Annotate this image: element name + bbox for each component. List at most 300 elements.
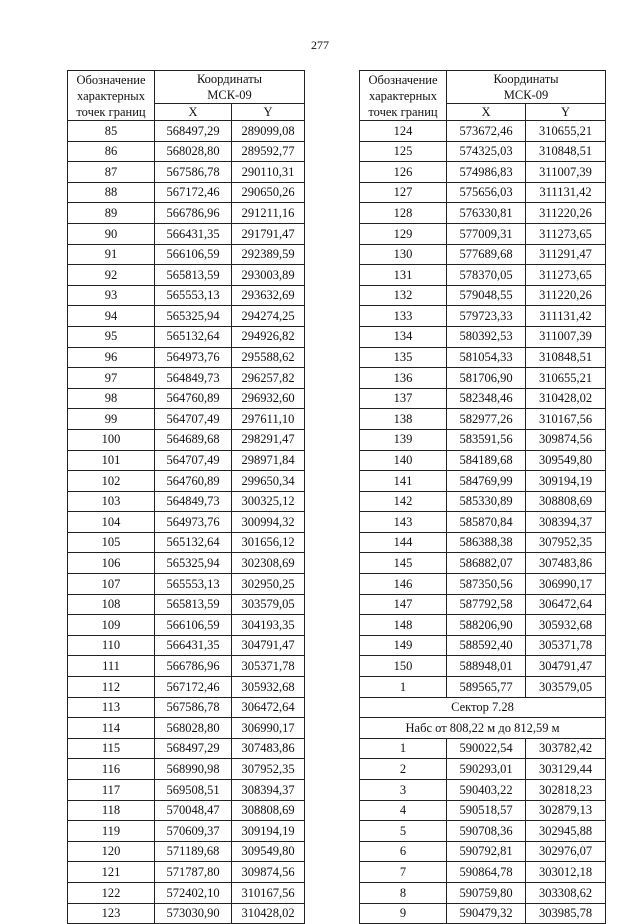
x-coordinate-cell: 571787,80: [155, 862, 232, 883]
point-number-cell: 135: [360, 347, 447, 368]
table-row: [68, 429, 305, 450]
table-row: [68, 326, 305, 347]
x-coordinate-cell: 588206,90: [447, 615, 526, 636]
point-number-cell: 106: [68, 553, 155, 574]
y-coordinate-cell: 310848,51: [526, 141, 606, 162]
table-row: [68, 368, 305, 389]
table-row: [360, 471, 606, 492]
table-row: [360, 656, 606, 677]
table-row: [68, 141, 305, 162]
table-row: [68, 265, 305, 286]
table-row: [68, 882, 305, 903]
point-number-cell: 144: [360, 532, 447, 553]
y-coordinate-cell: 298291,47: [232, 429, 305, 450]
y-coordinate-cell: 310428,02: [526, 388, 606, 409]
table-row: [360, 553, 606, 574]
point-number-cell: 108: [68, 594, 155, 615]
table-row: [360, 800, 606, 821]
point-number-cell: 134: [360, 326, 447, 347]
point-number-cell: 118: [68, 800, 155, 821]
y-coordinate-cell: 310428,02: [232, 903, 305, 924]
table-row: [360, 306, 606, 327]
point-number-cell: 117: [68, 780, 155, 801]
x-coordinate-cell: 567586,78: [155, 697, 232, 718]
point-number-cell: 92: [68, 265, 155, 286]
table-row: [68, 594, 305, 615]
y-coordinate-cell: 311273,65: [526, 223, 606, 244]
x-coordinate-cell: 590479,32: [447, 903, 526, 924]
points-label-header: [360, 71, 447, 121]
y-coordinate-cell: 308808,69: [526, 491, 606, 512]
x-coordinate-cell: 572402,10: [155, 882, 232, 903]
point-number-cell: 148: [360, 615, 447, 636]
table-row: [68, 347, 305, 368]
point-number-cell: 96: [68, 347, 155, 368]
x-coordinate-cell: 585330,89: [447, 491, 526, 512]
point-number-cell: 141: [360, 471, 447, 492]
y-coordinate-cell: 302818,23: [526, 780, 606, 801]
y-coordinate-cell: 307483,86: [232, 738, 305, 759]
table-row: [360, 162, 606, 183]
y-coordinate-cell: 307952,35: [232, 759, 305, 780]
point-number-cell: 113: [68, 697, 155, 718]
x-coordinate-cell: 582348,46: [447, 388, 526, 409]
table-row: [360, 244, 606, 265]
y-coordinate-cell: 302308,69: [232, 553, 305, 574]
header-label-line: Обозначение: [368, 72, 438, 87]
point-number-cell: 4: [360, 800, 447, 821]
x-column-header: X: [155, 104, 232, 121]
x-coordinate-cell: 585870,84: [447, 512, 526, 533]
x-coordinate-cell: 578370,05: [447, 265, 526, 286]
x-coordinate-cell: 590708,36: [447, 821, 526, 842]
y-coordinate-cell: 309194,19: [232, 821, 305, 842]
x-coordinate-cell: 588948,01: [447, 656, 526, 677]
table-row: [68, 223, 305, 244]
y-coordinate-cell: 300994,32: [232, 512, 305, 533]
y-coordinate-cell: 303782,42: [526, 738, 606, 759]
table-row: [68, 738, 305, 759]
x-coordinate-cell: 580392,53: [447, 326, 526, 347]
point-number-cell: 126: [360, 162, 447, 183]
table-row: [68, 635, 305, 656]
table-row: [360, 615, 606, 636]
x-coordinate-cell: 586388,38: [447, 532, 526, 553]
point-number-cell: 147: [360, 594, 447, 615]
y-coordinate-cell: 311220,26: [526, 203, 606, 224]
x-coordinate-cell: 566786,96: [155, 656, 232, 677]
table-row: [68, 285, 305, 306]
y-coordinate-cell: 289592,77: [232, 141, 305, 162]
y-coordinate-cell: 293632,69: [232, 285, 305, 306]
point-number-cell: 85: [68, 121, 155, 142]
table-row: [68, 553, 305, 574]
x-coordinate-cell: 584189,68: [447, 450, 526, 471]
y-coordinate-cell: 311291,47: [526, 244, 606, 265]
point-number-cell: 119: [68, 821, 155, 842]
point-number-cell: 107: [68, 574, 155, 595]
point-number-cell: 125: [360, 141, 447, 162]
y-coordinate-cell: 291791,47: [232, 223, 305, 244]
y-coordinate-cell: 300325,12: [232, 491, 305, 512]
table-row: [68, 841, 305, 862]
point-number-cell: 142: [360, 491, 447, 512]
points-label-header: [68, 71, 155, 121]
point-number-cell: 97: [68, 368, 155, 389]
point-number-cell: 150: [360, 656, 447, 677]
x-coordinate-cell: 568028,80: [155, 718, 232, 739]
table-row: [360, 574, 606, 595]
point-number-cell: 88: [68, 182, 155, 203]
table-row: [68, 759, 305, 780]
table-row: [360, 326, 606, 347]
table-row: [68, 512, 305, 533]
y-coordinate-cell: 310167,56: [232, 882, 305, 903]
point-number-cell: 129: [360, 223, 447, 244]
y-coordinate-cell: 295588,62: [232, 347, 305, 368]
header-label-line: точек границ: [368, 104, 438, 119]
x-coordinate-cell: 575656,03: [447, 182, 526, 203]
table-row: [360, 903, 606, 924]
coordinates-header: [447, 71, 606, 104]
x-coordinate-cell: 590792,81: [447, 841, 526, 862]
y-coordinate-cell: 306472,64: [526, 594, 606, 615]
coordinates-header: [155, 71, 305, 104]
point-number-cell: 2: [360, 759, 447, 780]
y-coordinate-cell: 302879,13: [526, 800, 606, 821]
y-coordinate-cell: 309874,56: [232, 862, 305, 883]
point-number-cell: 130: [360, 244, 447, 265]
x-coordinate-cell: 579723,33: [447, 306, 526, 327]
header-label-line: характерных: [369, 88, 437, 103]
point-number-cell: 5: [360, 821, 447, 842]
table-row: [360, 594, 606, 615]
y-coordinate-cell: 305932,68: [232, 677, 305, 698]
x-coordinate-cell: 588592,40: [447, 635, 526, 656]
point-number-cell: 123: [68, 903, 155, 924]
y-coordinate-cell: 307952,35: [526, 532, 606, 553]
x-coordinate-cell: 568990,98: [155, 759, 232, 780]
point-number-cell: 101: [68, 450, 155, 471]
table-row: [68, 574, 305, 595]
point-number-cell: 128: [360, 203, 447, 224]
point-number-cell: 7: [360, 862, 447, 883]
table-row: [360, 780, 606, 801]
x-coordinate-cell: 573030,90: [155, 903, 232, 924]
point-number-cell: 114: [68, 718, 155, 739]
table-row: [360, 203, 606, 224]
table-row: [68, 800, 305, 821]
y-coordinate-cell: 304791,47: [526, 656, 606, 677]
point-number-cell: 136: [360, 368, 447, 389]
point-number-cell: 122: [68, 882, 155, 903]
y-coordinate-cell: 309549,80: [526, 450, 606, 471]
point-number-cell: 109: [68, 615, 155, 636]
point-number-cell: 112: [68, 677, 155, 698]
point-number-cell: 87: [68, 162, 155, 183]
table-row: [68, 203, 305, 224]
x-coordinate-cell: 564973,76: [155, 512, 232, 533]
table-row: [360, 347, 606, 368]
point-number-cell: 102: [68, 471, 155, 492]
x-coordinate-cell: 566431,35: [155, 635, 232, 656]
y-coordinate-cell: 310655,21: [526, 368, 606, 389]
point-number-cell: 110: [68, 635, 155, 656]
table-row: [360, 677, 606, 698]
header-coord-line: МСК-09: [503, 88, 549, 102]
table-row: [360, 491, 606, 512]
y-coordinate-cell: 309874,56: [526, 429, 606, 450]
sector-title: Сектор 7.28: [360, 697, 606, 718]
point-number-cell: 116: [68, 759, 155, 780]
table-row: [68, 656, 305, 677]
y-coordinate-cell: 296257,82: [232, 368, 305, 389]
y-coordinate-cell: 291211,16: [232, 203, 305, 224]
x-coordinate-cell: 565325,94: [155, 306, 232, 327]
table-row: [360, 223, 606, 244]
x-coordinate-cell: 590293,01: [447, 759, 526, 780]
x-coordinate-cell: 566431,35: [155, 223, 232, 244]
y-coordinate-cell: 289099,08: [232, 121, 305, 142]
y-coordinate-cell: 303985,78: [526, 903, 606, 924]
y-column-header: Y: [526, 104, 606, 121]
point-number-cell: 145: [360, 553, 447, 574]
y-coordinate-cell: 311007,39: [526, 162, 606, 183]
x-coordinate-cell: 577689,68: [447, 244, 526, 265]
x-coordinate-cell: 571189,68: [155, 841, 232, 862]
point-number-cell: 90: [68, 223, 155, 244]
point-number-cell: 138: [360, 409, 447, 430]
point-number-cell: 131: [360, 265, 447, 286]
x-coordinate-cell: 579048,55: [447, 285, 526, 306]
y-coordinate-cell: 302976,07: [526, 841, 606, 862]
point-number-cell: 111: [68, 656, 155, 677]
table-row: [360, 182, 606, 203]
point-number-cell: 1: [360, 677, 447, 698]
point-number-cell: 1: [360, 738, 447, 759]
table-row: [360, 738, 606, 759]
y-coordinate-cell: 296932,60: [232, 388, 305, 409]
point-number-cell: 3: [360, 780, 447, 801]
x-coordinate-cell: 567172,46: [155, 182, 232, 203]
y-coordinate-cell: 305371,78: [526, 635, 606, 656]
y-coordinate-cell: 290110,31: [232, 162, 305, 183]
point-number-cell: 143: [360, 512, 447, 533]
y-coordinate-cell: 302950,25: [232, 574, 305, 595]
table-row: [68, 388, 305, 409]
sector-range-row: [360, 718, 606, 739]
point-number-cell: 105: [68, 532, 155, 553]
y-coordinate-cell: 311131,42: [526, 182, 606, 203]
table-row: [68, 491, 305, 512]
table-row: [68, 409, 305, 430]
x-coordinate-cell: 565132,64: [155, 326, 232, 347]
y-coordinate-cell: 304193,35: [232, 615, 305, 636]
table-row: [360, 388, 606, 409]
x-coordinate-cell: 590403,22: [447, 780, 526, 801]
x-coordinate-cell: 582977,26: [447, 409, 526, 430]
y-coordinate-cell: 294926,82: [232, 326, 305, 347]
header-label-line: Обозначение: [76, 72, 146, 87]
table-row: [360, 841, 606, 862]
y-coordinate-cell: 311220,26: [526, 285, 606, 306]
x-coordinate-cell: 583591,56: [447, 429, 526, 450]
x-coordinate-cell: 581054,33: [447, 347, 526, 368]
point-number-cell: 149: [360, 635, 447, 656]
table-row: [360, 882, 606, 903]
point-number-cell: 127: [360, 182, 447, 203]
point-number-cell: 146: [360, 574, 447, 595]
table-row: [68, 471, 305, 492]
x-coordinate-cell: 565325,94: [155, 553, 232, 574]
y-coordinate-cell: 294274,25: [232, 306, 305, 327]
x-coordinate-cell: 568497,29: [155, 738, 232, 759]
point-number-cell: 99: [68, 409, 155, 430]
coordinates-table-left: [67, 70, 305, 924]
point-number-cell: 137: [360, 388, 447, 409]
sector-range: Набс от 808,22 м до 812,59 м: [360, 718, 606, 739]
x-coordinate-cell: 589565,77: [447, 677, 526, 698]
table-row: [68, 162, 305, 183]
table-row: [68, 697, 305, 718]
x-coordinate-cell: 573672,46: [447, 121, 526, 142]
point-number-cell: 132: [360, 285, 447, 306]
table-row: [360, 759, 606, 780]
x-coordinate-cell: 564849,73: [155, 491, 232, 512]
y-coordinate-cell: 305932,68: [526, 615, 606, 636]
point-number-cell: 95: [68, 326, 155, 347]
table-row: [68, 615, 305, 636]
point-number-cell: 98: [68, 388, 155, 409]
point-number-cell: 94: [68, 306, 155, 327]
point-number-cell: 89: [68, 203, 155, 224]
header-label-line: точек границ: [76, 104, 146, 119]
x-coordinate-cell: 564707,49: [155, 409, 232, 430]
table-row: [360, 121, 606, 142]
x-coordinate-cell: 567172,46: [155, 677, 232, 698]
point-number-cell: 8: [360, 882, 447, 903]
x-coordinate-cell: 564849,73: [155, 368, 232, 389]
table-row: [360, 450, 606, 471]
y-coordinate-cell: 290650,26: [232, 182, 305, 203]
x-column-header: X: [447, 104, 526, 121]
y-coordinate-cell: 305371,78: [232, 656, 305, 677]
table-row: [360, 635, 606, 656]
table-row: [360, 862, 606, 883]
y-coordinate-cell: 308394,37: [232, 780, 305, 801]
table-row: [360, 512, 606, 533]
y-coordinate-cell: 293003,89: [232, 265, 305, 286]
x-coordinate-cell: 566106,59: [155, 615, 232, 636]
table-row: [360, 821, 606, 842]
y-coordinate-cell: 301656,12: [232, 532, 305, 553]
x-coordinate-cell: 570048,47: [155, 800, 232, 821]
table-row: [360, 285, 606, 306]
point-number-cell: 124: [360, 121, 447, 142]
header-coord-line: Координаты: [493, 72, 559, 86]
table-row: [68, 821, 305, 842]
y-coordinate-cell: 303579,05: [526, 677, 606, 698]
coordinates-table-right: [359, 70, 606, 924]
y-coordinate-cell: 299650,34: [232, 471, 305, 492]
y-coordinate-cell: 297611,10: [232, 409, 305, 430]
x-coordinate-cell: 568028,80: [155, 141, 232, 162]
x-coordinate-cell: 590864,78: [447, 862, 526, 883]
point-number-cell: 6: [360, 841, 447, 862]
x-coordinate-cell: 564760,89: [155, 388, 232, 409]
header-label-line: характерных: [77, 88, 145, 103]
table-row: [360, 532, 606, 553]
y-coordinate-cell: 303308,62: [526, 882, 606, 903]
x-coordinate-cell: 577009,31: [447, 223, 526, 244]
point-number-cell: 9: [360, 903, 447, 924]
x-coordinate-cell: 587350,56: [447, 574, 526, 595]
x-coordinate-cell: 564760,89: [155, 471, 232, 492]
point-number-cell: 121: [68, 862, 155, 883]
page-number: 277: [311, 38, 329, 52]
point-number-cell: 133: [360, 306, 447, 327]
point-number-cell: 120: [68, 841, 155, 862]
table-row: [68, 903, 305, 924]
table-row: [360, 265, 606, 286]
x-coordinate-cell: 565813,59: [155, 265, 232, 286]
y-coordinate-cell: 303129,44: [526, 759, 606, 780]
y-coordinate-cell: 303012,18: [526, 862, 606, 883]
point-number-cell: 103: [68, 491, 155, 512]
x-coordinate-cell: 564973,76: [155, 347, 232, 368]
x-coordinate-cell: 565553,13: [155, 285, 232, 306]
x-coordinate-cell: 567586,78: [155, 162, 232, 183]
table-row: [68, 780, 305, 801]
header-coord-line: МСК-09: [207, 88, 252, 102]
point-number-cell: 139: [360, 429, 447, 450]
y-coordinate-cell: 311273,65: [526, 265, 606, 286]
y-coordinate-cell: 306990,17: [526, 574, 606, 595]
x-coordinate-cell: 569508,51: [155, 780, 232, 801]
table-row: [360, 141, 606, 162]
y-coordinate-cell: 306472,64: [232, 697, 305, 718]
x-coordinate-cell: 574986,83: [447, 162, 526, 183]
x-coordinate-cell: 566786,96: [155, 203, 232, 224]
table-row: [68, 306, 305, 327]
y-coordinate-cell: 306990,17: [232, 718, 305, 739]
y-coordinate-cell: 309549,80: [232, 841, 305, 862]
y-coordinate-cell: 292389,59: [232, 244, 305, 265]
x-coordinate-cell: 581706,90: [447, 368, 526, 389]
y-coordinate-cell: 311007,39: [526, 326, 606, 347]
table-row: [68, 450, 305, 471]
y-coordinate-cell: 303579,05: [232, 594, 305, 615]
table-row: [68, 677, 305, 698]
x-coordinate-cell: 590022,54: [447, 738, 526, 759]
x-coordinate-cell: 590518,57: [447, 800, 526, 821]
point-number-cell: 86: [68, 141, 155, 162]
sector-title-row: [360, 697, 606, 718]
header-coord-line: Координаты: [196, 72, 263, 86]
y-coordinate-cell: 310848,51: [526, 347, 606, 368]
table-row: [68, 862, 305, 883]
y-coordinate-cell: 311131,42: [526, 306, 606, 327]
x-coordinate-cell: 570609,37: [155, 821, 232, 842]
point-number-cell: 104: [68, 512, 155, 533]
x-coordinate-cell: 574325,03: [447, 141, 526, 162]
y-coordinate-cell: 310655,21: [526, 121, 606, 142]
y-coordinate-cell: 307483,86: [526, 553, 606, 574]
y-coordinate-cell: 304791,47: [232, 635, 305, 656]
x-coordinate-cell: 565813,59: [155, 594, 232, 615]
x-coordinate-cell: 587792,58: [447, 594, 526, 615]
table-row: [68, 532, 305, 553]
